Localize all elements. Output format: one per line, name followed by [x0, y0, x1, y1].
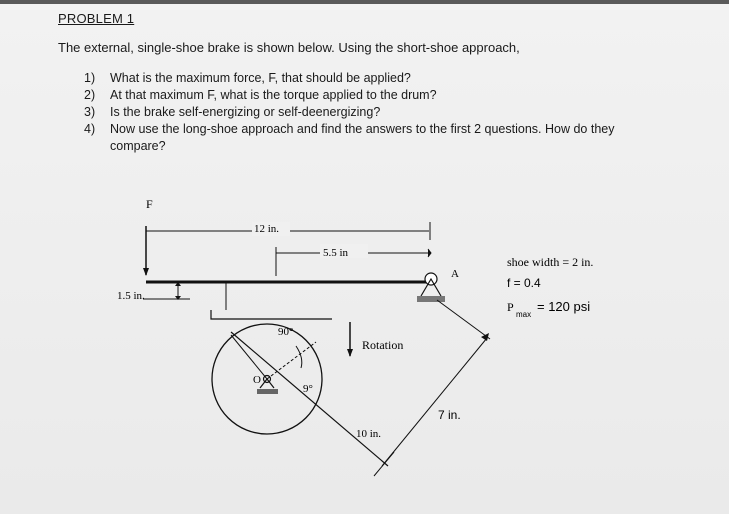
dim-10-label: 10 in. — [356, 428, 382, 440]
dim-5-5-label: 5.5 in — [323, 247, 349, 259]
shoe-width-spec: shoe width = 2 in. — [507, 255, 594, 269]
problem-intro: The external, single-shoe brake is shown below. Using the short-shoe approach, — [58, 40, 520, 55]
angle-9-label: 9° — [303, 383, 313, 395]
dim-5-5-arrow — [428, 249, 431, 257]
pivot-label: A — [451, 268, 459, 280]
question-number: 3) — [84, 105, 96, 119]
dim-10-line — [231, 332, 388, 466]
drum-ground — [257, 389, 278, 394]
dim-7-ext-line — [437, 300, 490, 339]
question-text: What is the maximum force, F, that should be applied? — [110, 71, 411, 85]
center-label: O — [253, 374, 261, 386]
shoe-bracket — [211, 310, 332, 319]
question-number: 4) — [84, 122, 96, 136]
drum-support — [260, 379, 274, 388]
dim-7-label: 7 in. — [438, 408, 461, 422]
question-text: At that maximum F, what is the torque applied to the drum? — [110, 88, 437, 102]
angle-90-label: 90° — [278, 326, 294, 338]
pivot-ground — [417, 296, 445, 302]
rotation-label: Rotation — [362, 338, 404, 352]
question-text: Is the brake self-energizing or self-deenergizing? — [110, 105, 381, 119]
dim-1-5-label: 1.5 in. — [117, 290, 145, 302]
dim-7-line — [382, 338, 487, 466]
pmax-value: = 120 psi — [537, 299, 591, 314]
force-label: F — [146, 197, 153, 211]
radial-line-left — [231, 335, 267, 379]
question-text: Now use the long-shoe approach and find the answers to the first 2 questions. How do they compare? — [110, 122, 615, 153]
problem-title: PROBLEM 1 — [58, 11, 135, 26]
pmax-subscript: max — [516, 310, 532, 319]
friction-spec: f = 0.4 — [507, 276, 541, 290]
question-number: 1) — [84, 71, 96, 85]
dim-12-label: 12 in. — [254, 223, 280, 235]
pmax-symbol: P — [507, 300, 514, 314]
radial-line-right — [267, 342, 316, 379]
question-number: 2) — [84, 88, 96, 102]
